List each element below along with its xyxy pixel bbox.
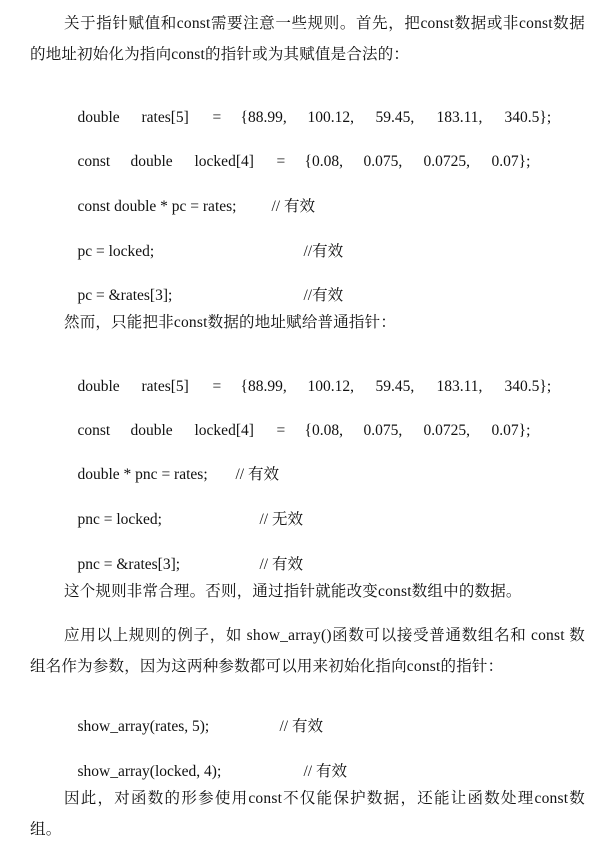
code-token: const bbox=[77, 422, 111, 439]
code-token: 100.12, bbox=[307, 378, 354, 395]
code-token: 340.5}; bbox=[504, 109, 552, 126]
code-token: double bbox=[130, 153, 173, 170]
code-token: 0.0725, bbox=[423, 153, 470, 170]
code-comment: //有效 bbox=[303, 287, 344, 304]
code-token: 0.075, bbox=[363, 422, 403, 439]
code-token: 59.45, bbox=[375, 378, 415, 395]
code-comment: // 有效 bbox=[303, 763, 347, 780]
code-statement: const double * pc = rates; bbox=[77, 198, 237, 215]
code-statement: double * pnc = rates; bbox=[77, 466, 208, 483]
code-token: double bbox=[77, 109, 120, 126]
code-comment: //有效 bbox=[303, 243, 344, 260]
code-comment: // 无效 bbox=[259, 511, 303, 528]
code-statement: show_array(rates, 5); bbox=[77, 718, 210, 735]
code-token: 340.5}; bbox=[504, 378, 552, 395]
code-token: 0.0725, bbox=[423, 422, 470, 439]
code-token: double bbox=[130, 422, 173, 439]
paragraph-nonconst-only: 然而，只能把非const数据的地址赋给普通指针： bbox=[64, 314, 397, 331]
code-token: locked[4] bbox=[194, 153, 254, 170]
code-statement: pnc = &rates[3]; bbox=[77, 556, 181, 573]
code-token: locked[4] bbox=[194, 422, 254, 439]
code-token: rates[5] bbox=[141, 109, 189, 126]
code-token: 0.07}; bbox=[491, 153, 531, 170]
code-comment: // 有效 bbox=[271, 198, 315, 215]
code-token: = bbox=[212, 109, 222, 126]
paragraph-rule-reason: 这个规则非常合理。否则，通过指针就能改变const数组中的数据。 bbox=[64, 583, 522, 600]
code-token: double bbox=[77, 378, 120, 395]
code-statement: show_array(locked, 4); bbox=[77, 763, 222, 780]
code-token: {0.08, bbox=[304, 153, 343, 170]
code-comment: // 有效 bbox=[235, 466, 279, 483]
code-token: {88.99, bbox=[240, 109, 287, 126]
code-token: 183.11, bbox=[436, 378, 483, 395]
paragraph-conclusion: 因此，对函数的形参使用const不仅能保护数据，还能让函数处理const数组。 bbox=[30, 790, 585, 838]
paragraph-intro: 关于指针赋值和const需要注意一些规则。首先，把const数据或非const数据的地址初始化为指向const的指针或为其赋值是合法的： bbox=[30, 15, 585, 63]
code-token: 183.11, bbox=[436, 109, 483, 126]
code-statement: pnc = locked; bbox=[77, 511, 162, 528]
code-token: rates[5] bbox=[141, 378, 189, 395]
code-comment: // 有效 bbox=[259, 556, 303, 573]
code-statement: pc = locked; bbox=[77, 243, 155, 260]
code-statement: pc = &rates[3]; bbox=[77, 287, 173, 304]
code-token: 0.07}; bbox=[491, 422, 531, 439]
code-token: const bbox=[77, 153, 111, 170]
code-token: {88.99, bbox=[240, 378, 287, 395]
code-token: 59.45, bbox=[375, 109, 415, 126]
code-token: 100.12, bbox=[307, 109, 354, 126]
code-token: = bbox=[212, 378, 222, 395]
code-comment: // 有效 bbox=[279, 718, 323, 735]
code-token: 0.075, bbox=[363, 153, 403, 170]
code-token: {0.08, bbox=[304, 422, 343, 439]
paragraph-show-array: 应用以上规则的例子，如 show_array()函数可以接受普通数组名和 const 数组名作为参数，因为这两种参数都可以用来初始化指向const的指针： bbox=[30, 627, 585, 675]
code-token: = bbox=[276, 422, 286, 439]
code-token: = bbox=[276, 153, 286, 170]
